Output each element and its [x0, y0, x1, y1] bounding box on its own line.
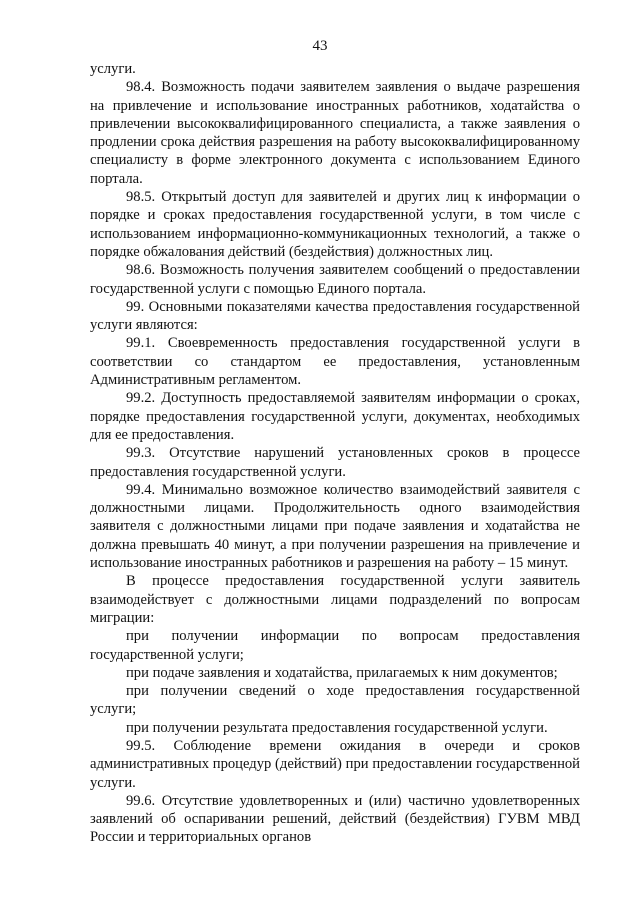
paragraph: при получении результата предоставления государственной услуги.	[126, 719, 548, 736]
paragraph: 99.2. Доступность предоставляемой заявителям информации о сроках, порядке предоставления государственной услуги, документах, необходимых для ее предоставления.	[90, 390, 580, 443]
paragraph: 98.4. Возможность подачи заявителем заявления о выдаче разрешения на привлечение и использование иностранных работников, ходатайства о привлечении высококвалифицированного специалиста, а также заявления о продлении срока действия разрешения на работу высококвалифицированному специалисту в форме электронного документа с использованием Единого портала.	[90, 79, 580, 187]
paragraph: 99.1. Своевременность предоставления государственной услуги в соответствии со стандартом ее предоставления, установленным Административным регламентом.	[90, 335, 580, 389]
paragraph: при подаче заявления и ходатайства, прилагаемых к ним документов;	[126, 664, 558, 681]
paragraph: 99. Основными показателями качества предоставления государственной услуги являются:	[90, 298, 580, 334]
paragraph: 99.4. Минимально возможное количество взаимодействий заявителя с должностными лицами. Продолжительность одного взаимодействия заявителя с должностными лицами при подаче заявления и ходатайства не должна превышать 40 минут, а при получении разрешения на привлечение и использование иностранных работников и разрешения на работу – 15 минут.	[90, 481, 580, 572]
paragraph: 98.6. Возможность получения заявителем сообщений о предоставлении государственной услуги с помощью Единого портала.	[90, 262, 580, 297]
paragraph: 98.5. Открытый доступ для заявителей и других лиц к информации о порядке и сроках предоставления государственной услуги, в том числе с использованием информационно-коммуникационных технологий, а также о порядке обжалования действий (бездействия) должностных лиц.	[90, 189, 580, 260]
paragraph: 99.3. Отсутствие нарушений установленных сроков в процессе предоставления государственной услуги.	[90, 445, 580, 480]
paragraph: при получении информации по вопросам предоставления государственной услуги;	[90, 628, 580, 663]
paragraph: при получении сведений о ходе предоставления государственной услуги;	[90, 683, 580, 718]
paragraph: В процессе предоставления государственной услуги заявитель взаимодействует с должностными лицами подразделений по вопросам миграции:	[90, 573, 580, 626]
paragraph: 99.5. Соблюдение времени ожидания в очереди и сроков административных процедур (действий) при предоставлении государственной услуги.	[90, 737, 580, 791]
body-text	[90, 60, 580, 847]
paragraph: 99.6. Отсутствие удовлетворенных и (или) частично удовлетворенных заявлений об оспаривании решений, действий (бездействия) ГУВМ МВД России и территориальных органов	[90, 792, 580, 846]
page-number: 43	[312, 38, 328, 54]
paragraph: услуги.	[90, 61, 136, 77]
